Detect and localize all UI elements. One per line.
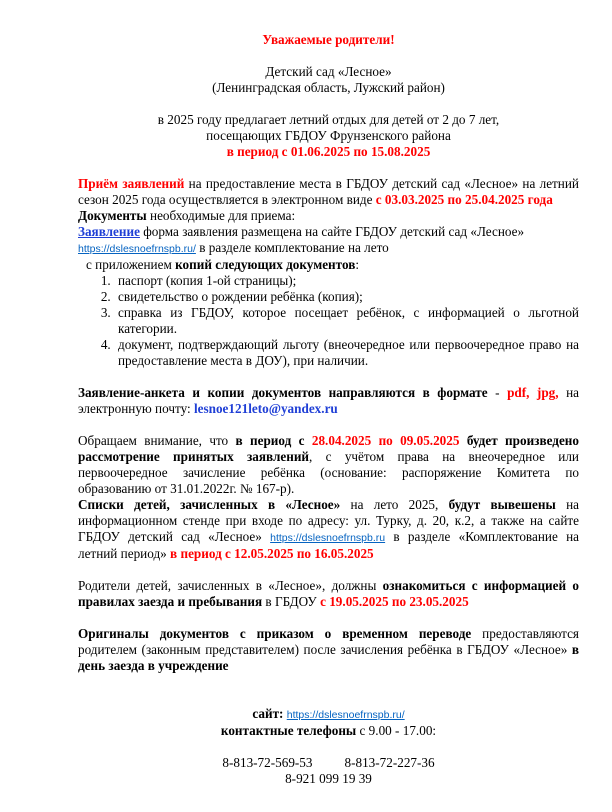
submission-paragraph: [78, 385, 579, 417]
submission-email[interactable]: lesnoe121leto@yandex.ru: [193, 401, 338, 416]
lists-text-3: в разделе «Комплектование на летний период»: [78, 529, 579, 561]
submission-formats: pdf, jpg,: [507, 385, 559, 400]
lists-bold-1: Списки детей, зачисленных в «Лесное»: [78, 497, 341, 512]
contacts-site-link[interactable]: https://dslesnoefrnspb.ru/: [286, 709, 405, 721]
contacts-phones-label: [78, 723, 579, 739]
arrival-bold: ознакомиться с информацией о правилах заезда и пребывания: [78, 578, 579, 609]
review-period: 28.04.2025 по 09.05.2025: [311, 433, 460, 448]
documents-heading: [78, 208, 579, 224]
lists-site-link[interactable]: https://dslesnoefrnspb.ru: [270, 532, 386, 544]
contacts-site: [78, 706, 579, 723]
submission-bold: Заявление-анкета и копии документов направляются в формате: [78, 385, 488, 400]
site-rest: в разделе комплектование на лето: [195, 240, 389, 255]
offer-line-2: посещающих ГБДОУ Фрунзенского района: [206, 128, 451, 143]
documents-heading-rest: необходимые для приема:: [146, 208, 296, 223]
originals-bold-2: в день заезда в учреждение: [78, 642, 579, 673]
arrival-text-2: в ГБДОУ: [262, 594, 321, 609]
review-bold: будет произведено рассмотрение принятых заявлений: [78, 433, 579, 464]
org-name: Детский сад «Лесное»: [265, 64, 392, 79]
with-copies-post: :: [355, 257, 360, 272]
phone-number: 8-813-72-569-53: [222, 755, 313, 770]
review-rest: , с учётом права на внеочередное или первоочередное зачисление ребёнка (основание: распоряжение Комитета по образованию от 31.01.2022г. № 167-р).: [78, 449, 579, 496]
review-period-bold: в период с: [235, 433, 312, 448]
arrival-paragraph: [78, 578, 579, 610]
page-title: Уважаемые родители!: [262, 32, 395, 47]
reception-period: с 03.03.2025 по 25.04.2025 года: [375, 192, 553, 207]
lists-text-1: на лето 2025,: [340, 497, 449, 512]
with-copies-pre: с приложением: [86, 257, 176, 272]
application-paragraph: [78, 224, 579, 257]
document-page: [78, 32, 579, 787]
list-item: 1. паспорт (копия 1-ой страницы);: [114, 273, 579, 289]
lists-period: в период с 12.05.2025 по 16.05.2025: [170, 546, 374, 561]
site-label: сайт:: [252, 706, 284, 721]
offer-period: в период с 01.06.2025 по 15.08.2025: [226, 144, 431, 159]
lists-text-2: на информационном стенде при входе по адресу: ул. Турку, д. 20, к.2, а также на сайте ГБДОУ детский сад «Лесное»: [78, 497, 579, 544]
list-item: 4. документ, подтверждающий льготу (внеочередное или первоочередное право на предоставление места в ДОУ), при наличии.: [114, 337, 579, 369]
phones-label: контактные телефоны: [220, 723, 357, 738]
phone-number: 8-813-72-227-36: [344, 755, 435, 770]
phones-row: [78, 755, 579, 771]
reception-text: на предоставление места в ГБДОУ детский сад «Лесное» на летний сезон 2025 года осуществляется в электронном виде: [78, 176, 579, 207]
reception-lead: Приём заявлений: [78, 176, 185, 191]
arrival-text-1: Родители детей, зачисленных в «Лесное», должны: [78, 578, 383, 593]
contacts-hours: с 9.00 - 17.00:: [356, 723, 437, 738]
offer-line-1: в 2025 году предлагает летний отдых для детей от 2 до 7 лет,: [157, 112, 500, 127]
originals-text: предоставляются родителем (законным представителем) после зачисления ребёнка в ГБДОУ «Лесное»: [78, 626, 579, 657]
list-item: 2. свидетельство о рождении ребёнка (копия);: [114, 289, 579, 305]
phone-number-mobile: 8-921 099 19 39: [285, 771, 372, 786]
site-link[interactable]: https://dslesnoefrnspb.ru/: [78, 243, 196, 255]
submission-dash: -: [487, 385, 508, 400]
arrival-period: с 19.05.2025 по 23.05.2025: [320, 594, 469, 609]
application-link[interactable]: Заявление: [78, 224, 140, 239]
org-region: (Ленинградская область, Лужский район): [212, 80, 445, 95]
originals-paragraph: [78, 626, 579, 674]
review-paragraph: [78, 433, 579, 497]
review-pre: Обращаем внимание, что: [78, 433, 236, 448]
with-copies: [78, 257, 579, 273]
originals-bold: Оригиналы документов с приказом о временном переводе: [78, 626, 472, 641]
list-item: 3. справка из ГБДОУ, которое посещает ребёнок, с информацией о льготной категории.: [114, 305, 579, 337]
lists-bold-2: будут вывешены: [448, 497, 556, 512]
reception-paragraph: [78, 176, 579, 208]
submission-rest: на электронную почту:: [78, 385, 579, 416]
documents-heading-bold: Документы: [78, 208, 147, 223]
documents-list: [78, 273, 579, 369]
lists-paragraph: [78, 497, 579, 562]
application-text: форма заявления размещена на сайте ГБДОУ детский сад «Лесное»: [139, 224, 525, 239]
with-copies-bold: копий следующих документов: [175, 257, 356, 272]
